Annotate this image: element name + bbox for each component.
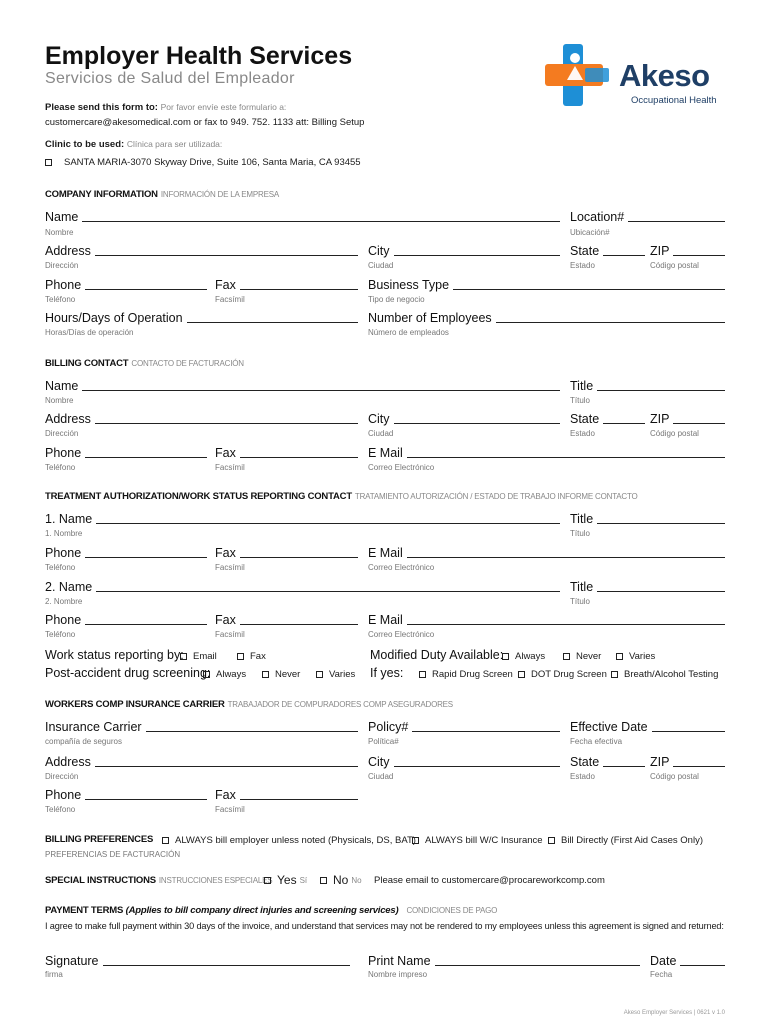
treatment-title1-field[interactable] [570,512,725,526]
insurance-carrier-field[interactable] [45,720,358,734]
special-yes-option[interactable] [264,873,307,887]
post-accident-varies-text: Varies [329,669,356,680]
treatment-email2-es: Correo Electrónico [368,630,435,639]
billing-title-label: Title [570,379,594,393]
company-phone-input[interactable] [85,278,207,290]
modified-never-text: Never [576,651,602,662]
treatment-fax1-es: Facsímil [215,563,245,572]
company-state-label: State [570,244,600,258]
billing-city-field[interactable] [368,412,560,426]
treatment-name2-es: 2. Nombre [45,597,83,606]
billing-title: BILLING CONTACT [45,358,129,369]
work-status-label: Work status reporting by: [45,648,184,662]
pref-bill-direct-text: Bill Directly (First Aid Cases Only) [561,835,703,846]
treatment-email2-field[interactable] [368,613,725,627]
company-hours-label: Hours/Days of Operation [45,311,183,325]
preferences-title-es: PREFERENCIAS DE FACTURACIÓN [45,850,181,859]
payment-title-note: (Applies to bill company direct injuries and screening services) [125,905,399,916]
company-employees-field[interactable] [368,311,725,325]
rapid-drug-option[interactable] [419,669,513,680]
treatment-phone1-label: Phone [45,546,82,560]
insurance-fax-es: Facsímil [215,805,245,814]
modified-never-checkbox[interactable] [563,653,570,660]
company-city-input[interactable] [394,244,560,256]
billing-zip-field[interactable] [650,412,725,426]
billing-address-field[interactable] [45,412,358,426]
billing-address-label: Address [45,412,91,426]
billing-state-es: Estado [570,429,595,438]
treatment-fax1-input[interactable] [240,546,358,558]
treatment-phone1-input[interactable] [85,546,207,558]
clinic-option[interactable] [45,157,361,168]
insurance-zip-field[interactable] [650,755,725,769]
treatment-fax2-input[interactable] [240,613,358,625]
post-accident-never-text: Never [275,669,301,680]
company-business-input[interactable] [453,278,725,290]
modified-duty-label: Modified Duty Available: [370,648,504,662]
billing-email-es: Correo Electrónico [368,463,435,472]
footer-version: Akeso Employer Services | 0621 v 1.0 [623,1010,725,1016]
modified-always-option[interactable] [502,651,545,662]
company-address-es: Dirección [45,261,79,270]
billing-name-input[interactable] [82,379,560,391]
preferences-title: BILLING PREFERENCES [45,834,154,845]
company-hours-input[interactable] [187,311,358,323]
company-name-es: Nombre [45,228,74,237]
billing-phone-field[interactable] [45,446,207,460]
billing-state-field[interactable] [570,412,645,426]
billing-zip-input[interactable] [673,412,725,424]
company-zip-field[interactable] [650,244,725,258]
post-accident-never-option[interactable] [262,669,300,680]
billing-fax-label: Fax [215,446,236,460]
company-name-label: Name [45,210,79,224]
insurance-policy-input[interactable] [412,720,560,732]
billing-fax-es: Facsímil [215,463,245,472]
billing-fax-field[interactable] [215,446,358,460]
billing-title-es-sub: Título [570,396,591,405]
treatment-phone2-es: Teléfono [45,630,76,639]
signature-field[interactable] [45,954,350,968]
breath-alcohol-checkbox[interactable] [611,671,618,678]
company-address-input[interactable] [95,244,358,256]
billing-zip-label: ZIP [650,412,670,426]
treatment-phone1-field[interactable] [45,546,207,560]
signature-es: firma [45,970,63,979]
treatment-email1-label: E Mail [368,546,403,560]
insurance-policy-label: Policy# [368,720,409,734]
treatment-phone1-es: Teléfono [45,563,76,572]
insurance-fax-input[interactable] [240,788,358,800]
post-accident-varies-option[interactable] [316,669,355,680]
special-title-es: INSTRUCCIONES ESPECIALES [158,876,273,885]
treatment-name1-label: 1. Name [45,512,93,526]
insurance-policy-field[interactable] [368,720,560,734]
company-city-label: City [368,244,390,258]
insurance-phone-input[interactable] [85,788,207,800]
billing-title-input[interactable] [597,379,725,391]
signature-label: Signature [45,954,99,968]
billing-section-title [45,358,244,369]
clinic-checkbox[interactable] [45,159,52,166]
treatment-title1-input[interactable] [597,512,725,524]
special-title: SPECIAL INSTRUCTIONS [45,875,156,886]
post-accident-label: Post-accident drug screening: [45,666,211,680]
special-yes-es: Sí [299,875,308,885]
pref-bill-employer-text: ALWAYS bill employer unless noted (Physicals, DS, BAT) [175,835,416,846]
insurance-state-label: State [570,755,600,769]
insurance-zip-input[interactable] [673,755,725,767]
payment-agreement: I agree to make full payment within 30 days of the invoice, and understand that services may not be rendered to my employees unless this agreement is signed and returned: [45,921,724,931]
company-address-field[interactable] [45,244,358,258]
company-title-es: INFORMACIÓN DE LA EMPRESA [160,190,279,199]
clinic-label-es: Clínica para ser utilizada: [126,139,223,149]
post-accident-varies-checkbox[interactable] [316,671,323,678]
special-yes-checkbox[interactable] [264,877,271,884]
treatment-phone2-field[interactable] [45,613,207,627]
pref-bill-direct-checkbox[interactable] [548,837,555,844]
logo-tagline: Occupational Health [631,95,717,106]
company-location-field[interactable] [570,210,725,224]
company-state-es: Estado [570,261,595,270]
post-accident-always-checkbox[interactable] [203,671,210,678]
work-status-email-checkbox[interactable] [180,653,187,660]
billing-email-label: E Mail [368,446,403,460]
company-state-field[interactable] [570,244,645,258]
insurance-effective-es: Fecha efectiva [570,737,623,746]
treatment-fax1-label: Fax [215,546,236,560]
company-phone-es: Teléfono [45,295,76,304]
post-accident-always-option[interactable] [203,669,246,680]
print-name-label: Print Name [368,954,431,968]
treatment-name2-label: 2. Name [45,580,93,594]
print-name-field[interactable] [368,954,640,968]
treatment-title2-input[interactable] [597,580,725,592]
company-employees-input[interactable] [496,311,725,323]
treatment-email2-label: E Mail [368,613,403,627]
billing-fax-input[interactable] [240,446,358,458]
date-label: Date [650,954,677,968]
billing-name-es: Nombre [45,396,74,405]
billing-zip-es: Código postal [650,429,699,438]
treatment-fax2-label: Fax [215,613,236,627]
send-instructions [45,102,286,113]
billing-address-input[interactable] [95,412,358,424]
treatment-title2-es: Título [570,597,591,606]
post-accident-always-text: Always [216,669,247,680]
insurance-city-input[interactable] [394,755,560,767]
company-business-label: Business Type [368,278,450,292]
insurance-city-field[interactable] [368,755,560,769]
company-fax-field[interactable] [215,278,358,292]
treatment-email1-es: Correo Electrónico [368,563,435,572]
company-section-title [45,189,279,200]
insurance-phone-field[interactable] [45,788,207,802]
billing-state-label: State [570,412,600,426]
date-input[interactable] [680,954,725,966]
treatment-title-es: TRATAMIENTO AUTORIZACIÓN / ESTADO DE TRABAJO INFORME CONTACTO [354,492,638,501]
company-fax-es: Facsímil [215,295,245,304]
pref-bill-direct-option[interactable] [548,835,703,846]
insurance-effective-input[interactable] [652,720,725,732]
special-no-checkbox[interactable] [320,877,327,884]
send-label: Please send this form to: [45,102,158,113]
logo-wordmark: Akeso [619,58,710,93]
special-section-title [45,875,272,886]
company-fax-label: Fax [215,278,236,292]
insurance-zip-label: ZIP [650,755,670,769]
pref-bill-wc-checkbox[interactable] [412,837,419,844]
company-hours-es: Horas/Días de operación [45,328,134,337]
modified-varies-text: Varies [629,651,656,662]
date-es: Fecha [650,970,673,979]
treatment-name2-field[interactable] [45,580,560,594]
insurance-fax-field[interactable] [215,788,358,802]
insurance-city-label: City [368,755,390,769]
page-title: Employer Health Services [45,42,353,70]
company-zip-label: ZIP [650,244,670,258]
billing-phone-label: Phone [45,446,82,460]
company-business-es: Tipo de negocio [368,295,425,304]
print-name-input[interactable] [435,954,640,966]
clinic-instructions [45,139,222,150]
send-label-es: Por favor envíe este formulario a: [160,102,287,112]
treatment-title: TREATMENT AUTHORIZATION/WORK STATUS REPORTING CONTACT [45,491,352,502]
insurance-effective-field[interactable] [570,720,725,734]
insurance-carrier-input[interactable] [146,720,358,732]
treatment-email1-field[interactable] [368,546,725,560]
treatment-title2-label: Title [570,580,594,594]
company-phone-label: Phone [45,278,82,292]
company-city-field[interactable] [368,244,560,258]
insurance-fax-label: Fax [215,788,236,802]
work-status-fax-checkbox[interactable] [237,653,244,660]
insurance-section-title [45,699,453,710]
company-address-label: Address [45,244,91,258]
special-yes-text: Yes [277,873,297,887]
company-business-field[interactable] [368,278,725,292]
payment-section-title [45,905,497,916]
insurance-zip-es: Código postal [650,772,699,781]
billing-email-input[interactable] [407,446,725,458]
treatment-phone2-label: Phone [45,613,82,627]
akeso-logo [545,44,735,114]
insurance-phone-label: Phone [45,788,82,802]
insurance-address-label: Address [45,755,91,769]
treatment-title2-field[interactable] [570,580,725,594]
company-employees-es: Número de empleados [368,328,449,337]
pref-bill-employer-checkbox[interactable] [162,837,169,844]
treatment-name1-field[interactable] [45,512,560,526]
company-employees-label: Number of Employees [368,311,492,325]
modified-always-checkbox[interactable] [502,653,509,660]
special-no-es: No [351,875,362,885]
billing-city-label: City [368,412,390,426]
treatment-fax1-field[interactable] [215,546,358,560]
work-status-email-text: Email [193,651,217,662]
billing-phone-es: Teléfono [45,463,76,472]
company-state-input[interactable] [603,244,645,256]
pref-bill-wc-text: ALWAYS bill W/C Insurance [425,835,543,846]
company-fax-input[interactable] [240,278,358,290]
company-name-input[interactable] [82,210,560,222]
work-status-fax-option[interactable] [237,651,266,662]
billing-state-input[interactable] [603,412,645,424]
company-phone-field[interactable] [45,278,207,292]
insurance-carrier-es: compañía de seguros [45,737,122,746]
billing-name-field[interactable] [45,379,560,393]
payment-title-es: CONDICIONES DE PAGO [406,906,498,915]
company-location-es: Ubicación# [570,228,610,237]
treatment-name1-es: 1. Nombre [45,529,83,538]
rapid-drug-text: Rapid Drug Screen [432,669,513,680]
modified-never-option[interactable] [563,651,601,662]
treatment-fax2-field[interactable] [215,613,358,627]
treatment-name2-input[interactable] [96,580,560,592]
company-zip-es: Código postal [650,261,699,270]
rapid-drug-checkbox[interactable] [419,671,426,678]
print-name-es: Nombre impreso [368,970,428,979]
page-subtitle: Servicios de Salud del Empleador [45,70,295,87]
insurance-state-field[interactable] [570,755,645,769]
treatment-section-title [45,491,638,502]
company-location-input[interactable] [628,210,725,222]
insurance-effective-label: Effective Date [570,720,648,734]
if-yes-label: If yes: [370,666,404,680]
billing-title-field[interactable] [570,379,725,393]
dot-drug-option[interactable] [518,669,607,680]
treatment-name1-input[interactable] [96,512,560,524]
modified-varies-checkbox[interactable] [616,653,623,660]
insurance-address-input[interactable] [95,755,358,767]
pref-bill-employer-option[interactable] [162,835,416,846]
insurance-state-input[interactable] [603,755,645,767]
modified-always-text: Always [515,651,546,662]
company-name-field[interactable] [45,210,560,224]
billing-name-label: Name [45,379,79,393]
insurance-address-field[interactable] [45,755,358,769]
payment-title: PAYMENT TERMS [45,905,124,916]
treatment-title1-es: Título [570,529,591,538]
insurance-title: WORKERS COMP INSURANCE CARRIER [45,699,225,710]
insurance-carrier-label: Insurance Carrier [45,720,142,734]
billing-address-es: Dirección [45,429,79,438]
signature-input[interactable] [103,954,350,966]
billing-email-field[interactable] [368,446,725,460]
treatment-email1-input[interactable] [407,546,725,558]
billing-city-input[interactable] [394,412,560,424]
insurance-title-es: TRABAJADOR DE COMPURADORES COMP ASEGURADORES [227,700,453,709]
special-no-text: No [333,873,349,887]
work-status-fax-text: Fax [250,651,266,662]
treatment-phone2-input[interactable] [85,613,207,625]
treatment-title1-label: Title [570,512,594,526]
breath-alcohol-option[interactable] [611,669,718,680]
billing-city-es: Ciudad [368,429,394,438]
dot-drug-checkbox[interactable] [518,671,525,678]
send-line: customercare@akesomedical.com or fax to 949. 752. 1133 att: Billing Setup [45,117,365,128]
clinic-option-text: SANTA MARIA-3070 Skyway Drive, Suite 106, Santa Maria, CA 93455 [64,157,361,168]
dot-drug-text: DOT Drug Screen [531,669,607,680]
modified-varies-option[interactable] [616,651,655,662]
company-hours-field[interactable] [45,311,358,325]
special-note: Please email to customercare@procareworkcomp.com [374,875,605,886]
billing-title-es: CONTACTO DE FACTURACIÓN [131,359,244,368]
insurance-state-es: Estado [570,772,595,781]
company-title: COMPANY INFORMATION [45,189,158,200]
insurance-phone-es: Teléfono [45,805,76,814]
work-status-email-option[interactable] [180,651,217,662]
treatment-email2-input[interactable] [407,613,725,625]
company-zip-input[interactable] [673,244,725,256]
insurance-city-es: Ciudad [368,772,394,781]
special-no-option[interactable] [320,873,362,887]
breath-alcohol-text: Breath/Alcohol Testing [624,669,719,680]
company-city-es: Ciudad [368,261,394,270]
post-accident-never-checkbox[interactable] [262,671,269,678]
insurance-policy-es: Política# [368,737,399,746]
date-field[interactable] [650,954,725,968]
billing-phone-input[interactable] [85,446,207,458]
treatment-fax2-es: Facsímil [215,630,245,639]
clinic-label: Clinic to be used: [45,139,125,150]
company-location-label: Location# [570,210,625,224]
insurance-address-es: Dirección [45,772,79,781]
pref-bill-wc-option[interactable] [412,835,543,846]
